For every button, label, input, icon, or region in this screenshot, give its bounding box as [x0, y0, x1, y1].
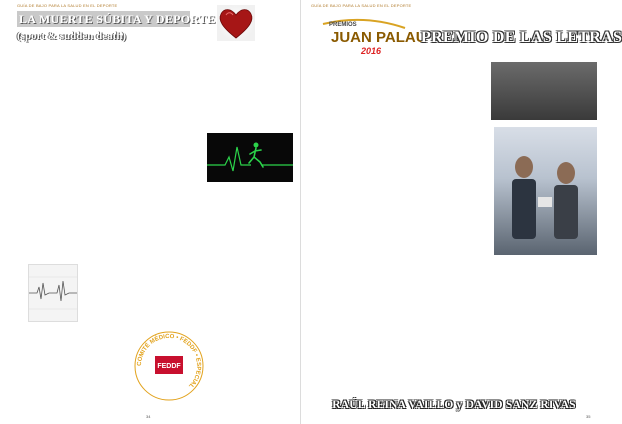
- col1-paragraph: [17, 57, 81, 97]
- left-page: [0, 0, 300, 424]
- column-1-lower: [17, 326, 81, 394]
- column-3-lower: [209, 190, 287, 195]
- logo-premios-label: PREMIOS: [329, 22, 357, 28]
- after-image-text: [17, 326, 81, 344]
- article-subtitle: (sport & sudden death): [17, 30, 127, 42]
- feddf-emblem: [133, 330, 205, 402]
- article-title-bar: [17, 11, 216, 27]
- right-page: [300, 0, 622, 424]
- ekg-strip-image: [28, 264, 78, 322]
- page-number-right: 35: [586, 414, 591, 419]
- column-2: [115, 57, 177, 122]
- emblem-ring-text: COMITÉ MÉDICO • FEDDF • ESPECIAL: [136, 333, 202, 389]
- award-recipients-photo: [494, 127, 597, 255]
- heart-shape: [220, 10, 252, 38]
- names-banner: RAÚL REINA VAILLO y DAVID SANZ RIVAS: [332, 399, 576, 411]
- column-1: [17, 57, 81, 202]
- runner-graphic: [207, 133, 293, 182]
- column-3: [209, 57, 287, 62]
- heart-image: [217, 5, 255, 41]
- case-text: [17, 127, 81, 197]
- page-number-left: 34: [146, 414, 151, 419]
- right-column-text: [315, 98, 487, 104]
- prize-header: PREMIO DE LAS LETRAS: [421, 29, 622, 46]
- svg-text:FEDDF: FEDDF: [157, 363, 181, 370]
- running-head-left: GUÍA DE BAJO PARA LA SALUD EN EL DEPORTE: [17, 3, 118, 8]
- logo-year: 2016: [361, 46, 382, 56]
- symptoms-text: [17, 102, 81, 122]
- logo-name: JUAN PALAU: [331, 29, 427, 46]
- running-head-right: GUÍA DE BAJO PARA LA SALUD EN EL DEPORTE: [311, 3, 412, 8]
- prevent-text: [17, 349, 81, 389]
- ekg-trace: [29, 265, 77, 321]
- recipients-silhouette: [494, 127, 597, 255]
- col2-intro: [115, 57, 177, 117]
- article-title: LA MUERTE SÚBITA Y DEPORTE: [19, 12, 216, 26]
- award-ceremony-photo: [491, 62, 597, 120]
- runner-ekg-image: [207, 133, 293, 182]
